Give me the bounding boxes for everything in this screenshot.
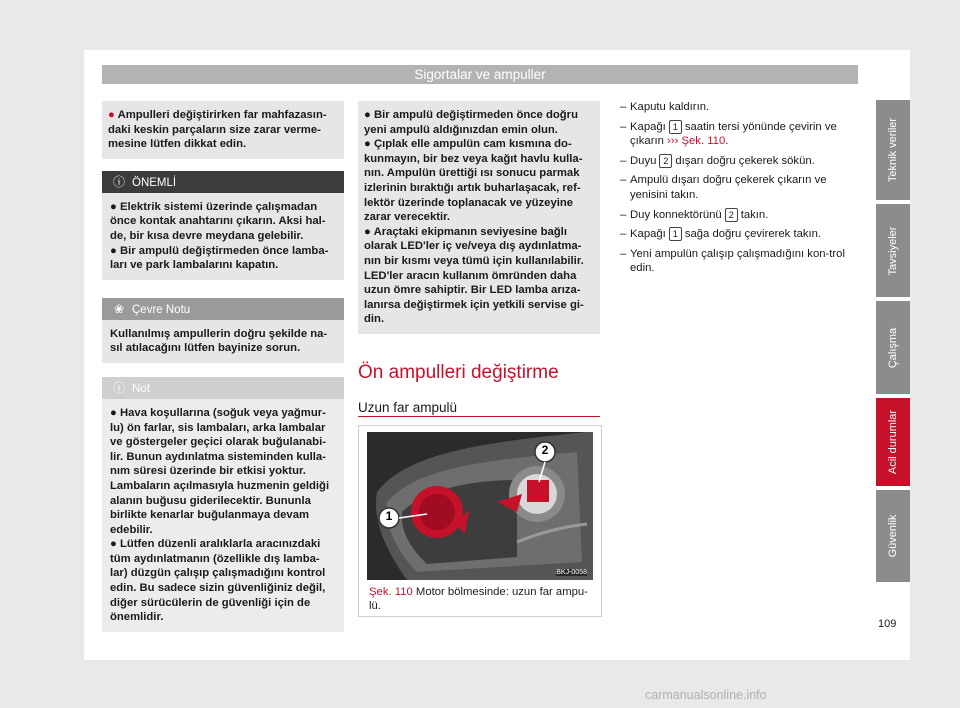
- important-body: [102, 193, 344, 280]
- bullet-icon: ●: [110, 244, 117, 257]
- note-item-text: Hava koşullarına (soğuk veya yağmur-lu) ön farlar, sis lambaları, arka lambalar ve göstergeler geçici olarak buğulanabi-lir. Bunun aydınlatma sisteminden kulla-nım süresi üzerinde bir etkisi yoktur. Lambaların açılmasıyla huzmenin geldiği alanın buğusu giderilecektir. Bununla birlikte kenarlar buğulanmaya devam edebilir.: [110, 406, 330, 536]
- tab-label: Güvenlik: [887, 514, 899, 558]
- step-text: [630, 154, 815, 169]
- important-item: [110, 244, 336, 273]
- env-text: Kullanılmış ampullerin doğru şekilde na-sıl atılacağını lütfen bayinize sorun.: [110, 327, 328, 355]
- env-title: Çevre Notu: [132, 303, 191, 316]
- figure-caption-text: Motor bölmesinde: uzun far ampu-lü.: [369, 586, 588, 612]
- step-text: [630, 208, 768, 223]
- note-body: [102, 399, 344, 632]
- tab-guvenlik[interactable]: [876, 490, 910, 582]
- step-item: [620, 173, 860, 202]
- step-item: [620, 208, 860, 223]
- page-number: 109: [878, 618, 897, 630]
- warning-intro: [102, 101, 344, 159]
- callout-number: 2: [659, 154, 672, 168]
- steps-list: [620, 100, 860, 281]
- tab-label: Teknik veriler: [887, 117, 899, 183]
- page-header: Sigortalar ve ampuller: [102, 65, 858, 84]
- note-item: [110, 537, 336, 625]
- step-text: [630, 173, 860, 202]
- tab-label: Acil durumlar: [887, 409, 899, 475]
- callout-1: 1: [385, 509, 393, 523]
- sub-title: Uzun far ampulü: [358, 400, 458, 415]
- headlight-illustration: [367, 432, 593, 580]
- title-rule: [358, 416, 600, 417]
- callout-number: 1: [669, 227, 682, 241]
- step-text-part: Kaputu kaldırın.: [630, 101, 710, 113]
- tab-label: Tavsiyeler: [887, 226, 899, 275]
- ampul-warning-item: [364, 225, 594, 327]
- callout-2: 2: [541, 443, 549, 457]
- middle-column: [358, 101, 600, 334]
- ampul-warning-item: [364, 108, 594, 137]
- tab-calisma[interactable]: [876, 301, 910, 394]
- bullet-icon: ●: [110, 538, 117, 551]
- figure-caption-label: Şek. 110: [369, 586, 413, 598]
- callout-number: 2: [725, 208, 738, 222]
- note-item: [110, 406, 336, 537]
- warning-intro-text: Ampulleri değiştirirken far mahfazasın-daki keskin parçaların size zarar verme-mesine lütfen dikkat edin.: [108, 109, 327, 151]
- step-item: [620, 120, 860, 149]
- dash-icon: –: [620, 101, 627, 113]
- step-text: [630, 227, 821, 242]
- info-icon: ⓘ: [112, 380, 125, 395]
- important-box: [102, 171, 344, 280]
- important-item-text: Elektrik sistemi üzerinde çalışmadan önce kontak anahtarını çıkarın. Aksi hal-de, bir kısa devre meydana gelebilir.: [110, 200, 326, 242]
- callout-number: 1: [669, 120, 682, 134]
- important-item-text: Bir ampulü değiştirmeden önce lamba-ları ve park lambalarını kapatın.: [110, 244, 329, 272]
- env-box: [102, 298, 344, 363]
- figure-110: [358, 425, 602, 617]
- headlight-drawing: [367, 432, 593, 580]
- step-text-part: Ampulü dışarı doğru çekerek çıkarın ve yenisini takın.: [630, 174, 827, 201]
- bullet-icon: ●: [364, 225, 371, 238]
- step-text-part: saatin tersi yönünde çevirin ve çıkarın: [630, 120, 837, 148]
- figure-code: BKJ-0058: [556, 569, 587, 576]
- ampul-warning-item: [364, 137, 594, 225]
- bullet-icon: ●: [110, 406, 117, 419]
- bullet-icon: ●: [364, 109, 371, 121]
- figure-reference-link[interactable]: ››› Şek. 110: [667, 135, 726, 148]
- tab-tavsiyeler[interactable]: [876, 204, 910, 297]
- step-text-part: Duy konnektörünü: [630, 208, 722, 221]
- dash-icon: –: [620, 208, 627, 221]
- env-header: [102, 298, 344, 320]
- step-text-part: Duyu: [630, 154, 657, 167]
- ampul-warning-text: Araçtaki ekipmanın seviyesine bağlı olarak LED'ler iç ve/veya dış aydınlatma-nın bir kısmı veya tümü için kullanılabilir. LED'ler aracın kullanım ömründen daha uzun ömre sahiptir. Bir LED lamba arıza-lanırsa değiştirmek için yetkili servise gi-din.: [364, 225, 584, 326]
- dash-icon: –: [620, 174, 627, 187]
- ampul-warning-text: Çıplak elle ampulün cam kısmına do-kunmayın, bir bez veya kağıt havlu kulla-nın. Ampulün ürettiği ısı sonucu parmak izlerinin bıraktığı artık buharlaşacak, ref-lektör üzerinde toplanacak ve yüzeyine zarar verecektir.: [364, 138, 583, 224]
- ampul-warning: [358, 101, 600, 334]
- important-title: ÖNEMLİ: [132, 176, 177, 189]
- step-text-part: dışarı doğru çekerek sökün.: [675, 154, 815, 167]
- step-item: [620, 154, 860, 169]
- step-text-part: .: [725, 135, 729, 148]
- recycle-icon: ❀: [113, 301, 125, 316]
- dash-icon: –: [620, 228, 627, 241]
- dash-icon: –: [620, 154, 627, 167]
- note-header: [102, 377, 344, 399]
- alert-circle-icon: ⓘ: [112, 174, 125, 189]
- note-title: Not: [132, 382, 150, 395]
- dash-icon: –: [620, 247, 627, 260]
- step-text-part: Kapağı: [630, 228, 666, 241]
- step-text-part: sağa doğru çevirerek takın.: [684, 228, 822, 241]
- important-item: [110, 200, 336, 244]
- left-column: [102, 101, 344, 632]
- step-text-part: takın.: [740, 208, 769, 221]
- bullet-icon: ●: [108, 109, 115, 121]
- figure-caption: [369, 586, 593, 613]
- note-box: [102, 377, 344, 632]
- step-text: [630, 120, 860, 149]
- step-item: [620, 100, 860, 115]
- bullet-icon: ●: [364, 138, 371, 151]
- step-text: [630, 100, 709, 115]
- tab-teknik-veriler[interactable]: [876, 100, 910, 200]
- step-item: [620, 247, 860, 276]
- important-header: [102, 171, 344, 193]
- section-title: Ön ampulleri değiştirme: [358, 362, 559, 383]
- tab-acil-durumlar[interactable]: [876, 398, 910, 486]
- env-body: [102, 320, 344, 363]
- step-item: [620, 227, 860, 242]
- watermark: carmanualsonline.info: [645, 688, 767, 702]
- note-item-text: Lütfen düzenli aralıklarla aracınızdaki tüm aydınlatmanın (özellikle dış lamba-lar) düzgün çalışıp çalışmadığını kontrol edin. Bu sadece sizin güvenliğiniz değil, diğer sürücülerin de güvenliği için de önemlidir.: [110, 538, 326, 624]
- step-text-part: Kapağı: [630, 120, 666, 133]
- step-text-part: Yeni ampulün çalışıp çalışmadığını kon-trol edin.: [630, 247, 845, 275]
- dash-icon: –: [620, 120, 627, 133]
- tab-label: Çalışma: [887, 327, 899, 368]
- step-text: [630, 247, 860, 276]
- bullet-icon: ●: [110, 200, 117, 213]
- ampul-warning-text: Bir ampulü değiştirmeden önce doğru yeni ampulü aldığınızdan emin olun.: [364, 109, 578, 136]
